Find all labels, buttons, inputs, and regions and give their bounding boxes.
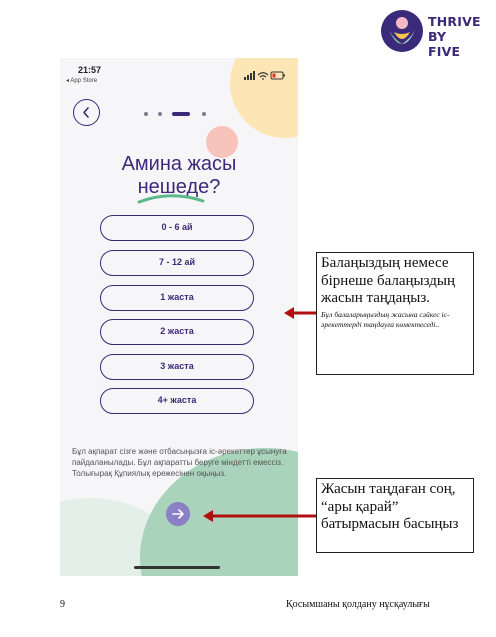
progress-dot (202, 112, 206, 116)
page-number: 9 (60, 599, 65, 610)
wifi-icon (258, 73, 268, 80)
callout-sub-text: Бұл балаларыңыздың жасына сәйкес іс-әрекеттерді таңдауға көмектеседі.. (321, 309, 450, 329)
underline-swoosh-icon (136, 192, 206, 206)
logo-mark-icon (381, 10, 423, 52)
back-to-app-store-link[interactable]: ◂ App Store (66, 78, 98, 84)
question-title-line1: Амина жасы (121, 153, 237, 175)
progress-dot-active (172, 112, 190, 116)
phone-screen (60, 58, 298, 576)
privacy-disclaimer: Бұл ақпарат сізге және отбасыңызға іс-әрекеттер ұсынуға пайдаланылады. Бұл ақпаратты беруге міндетті емессіз. Толығырақ Құпиялық ережесінен оқыңыз. (72, 447, 287, 478)
arrow-right-icon (166, 502, 190, 526)
age-option-2-years[interactable]: 2 жаста (100, 319, 254, 345)
instruction-callout-select-age (316, 252, 474, 375)
status-time: 21:57 (78, 65, 102, 75)
arrow-left-icon (284, 306, 316, 320)
logo-line2: BY FIVE (428, 29, 461, 59)
back-button[interactable] (73, 99, 100, 126)
progress-dot (158, 112, 162, 116)
age-option-3-years[interactable]: 3 жаста (100, 354, 254, 380)
next-button[interactable] (166, 502, 190, 526)
status-icons (244, 68, 286, 78)
thrive-by-five-logo (381, 8, 481, 59)
question-title-line2: нешеде? (137, 176, 221, 198)
callout-main-text: Балаңыздың немесе бірнеше балаңыздың жасын таңдаңыз. (321, 255, 456, 306)
age-option-7-12-months[interactable]: 7 - 12 ай (100, 250, 254, 276)
chevron-left-icon (74, 100, 99, 125)
logo-wordmark (428, 14, 481, 59)
battery-icon (271, 72, 285, 79)
progress-dot (144, 112, 148, 116)
home-indicator (134, 566, 220, 569)
age-option-0-6-months[interactable]: 0 - 6 ай (100, 215, 254, 241)
document-title: Қосымшаны қолдану нұсқаулығы (286, 599, 430, 610)
age-option-4-plus-years[interactable]: 4+ жаста (100, 388, 254, 414)
age-option-1-year[interactable]: 1 жаста (100, 285, 254, 311)
arrow-left-icon (203, 509, 316, 523)
instruction-callout-next (316, 478, 474, 553)
progress-dots (144, 110, 214, 118)
callout2-main-text: Жасын таңдаған соң, “ары қарай” батырмасын басыңыз (321, 481, 459, 532)
signal-icon (244, 71, 255, 80)
logo-line1: THRIVE (428, 14, 481, 29)
